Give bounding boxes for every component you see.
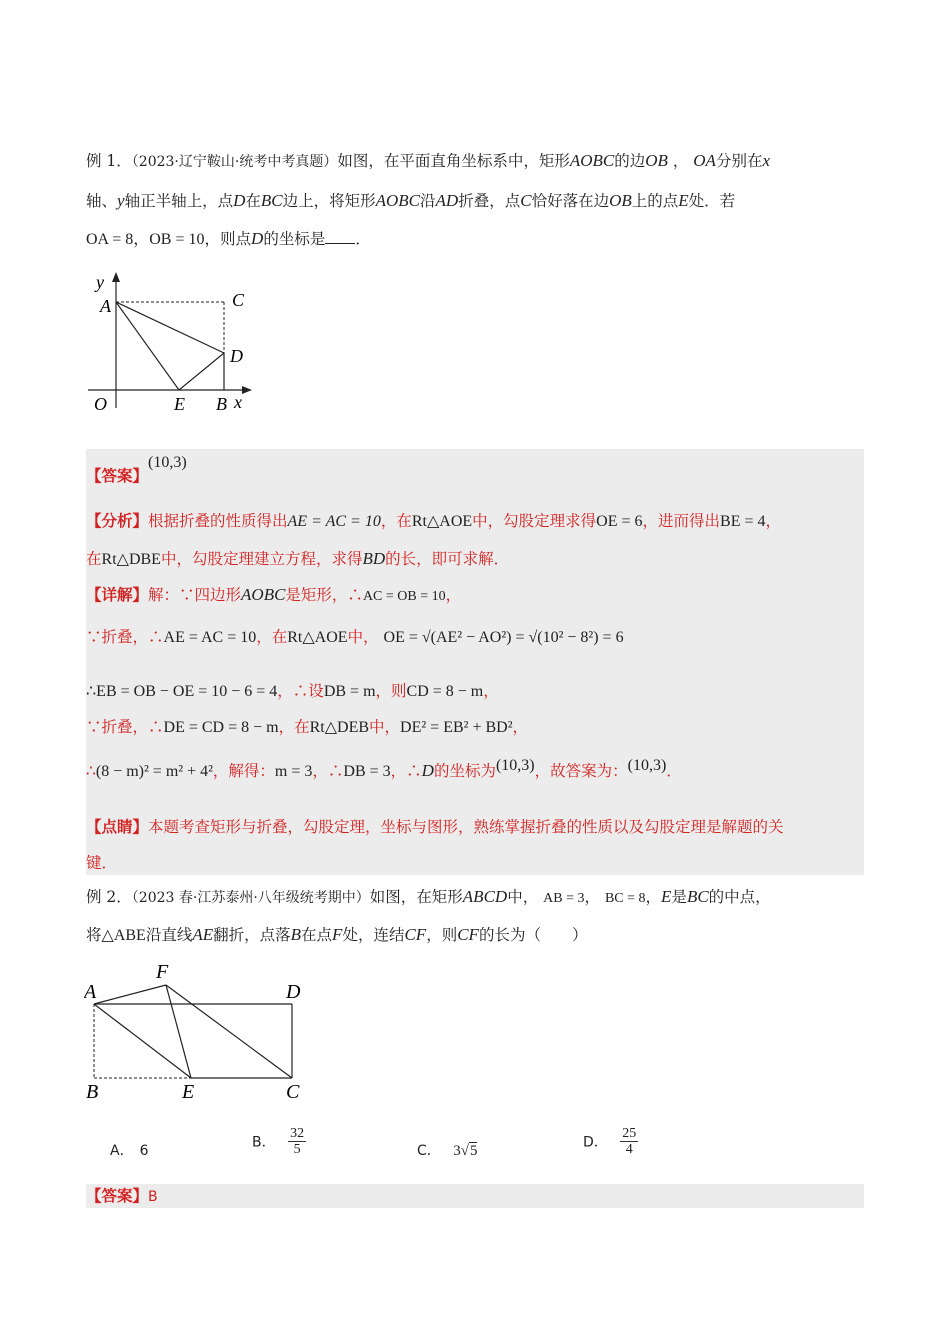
fig1-label-o: O	[94, 394, 107, 414]
ex1-analysis-line-1: 【分析】根据折叠的性质得出AE = AC = 10，在Rt△AOE中，勾股定理求得OE = 6，进而得出BE = 4，	[86, 511, 782, 530]
ex1-detail-line-4: ∵折叠，∴DE = CD = 8 − m，在Rt△DEB中，DE² = EB² + BD²，	[86, 718, 528, 736]
ex1-detail-line-5: ∴(8 − m)² = m² + 4²，解得：m = 3，∴DB = 3，∴D的坐标为(10,3)，故答案为：(10,3)．	[86, 757, 682, 780]
fig2-label-c: C	[286, 1081, 300, 1103]
option-b[interactable]: B． $\frac{32}{5}$	[252, 1126, 305, 1157]
ex1-line-3: OA = 8，OB = 10，则点D的坐标是 ．	[86, 229, 371, 248]
fig2-label-b: B	[86, 1081, 99, 1103]
fig1-label-d: D	[230, 346, 243, 366]
ex1-detail-line-3: ∴EB = OB − OE = 10 − 6 = 4，∴设DB = m，则CD = 8 − m，	[86, 682, 499, 700]
ex1-comment-line-1: 【点睛】本题考查矩形与折叠，勾股定理，坐标与图形，熟练掌握折叠的性质以及勾股定理是解题的关	[86, 817, 784, 836]
option-d[interactable]: D． $\frac{25}{4}$	[583, 1126, 637, 1157]
ex2-line-1: 例 2．（2023 春·江苏泰州·八年级统考期中）如图，在矩形ABCD中， AB = 3， BC = 8，E是BC的中点，	[86, 887, 771, 906]
fig2-label-e: E	[182, 1081, 195, 1103]
ex2-answer-box	[86, 1184, 864, 1208]
answer-blank	[325, 229, 355, 244]
ex1-answer-line: 【答案】(10,3)	[86, 454, 187, 485]
fig1-label-a: A	[100, 296, 111, 316]
fig1-label-b: B	[216, 394, 227, 414]
ex1-comment-line-2: 键．	[86, 854, 118, 872]
ex1-figure	[88, 268, 258, 418]
option-c[interactable]: C． 3√5	[417, 1143, 478, 1159]
fig1-label-x: x	[234, 392, 242, 412]
ex2-line-2: 将△ABE沿直线AE翻折，点落B在点F处，连结CF，则CF的长为（ ）	[86, 925, 588, 944]
ex2-figure	[84, 958, 314, 1108]
ex1-analysis-line-2: 在Rt△DBE中，勾股定理建立方程，求得BD的长，即可求解．	[86, 549, 510, 568]
ex2-answer-line: 【答案】B	[86, 1186, 158, 1205]
ex1-detail-line-2: ∵折叠，∴AE = AC = 10，在Rt△AOE中， OE = √(AE² − AO²) = √(10² − 8²) = 6	[86, 628, 624, 646]
ex1-line-1: 例 1．（2023·辽宁鞍山·统考中考真题）如图，在平面直角坐标系中，矩形AOBC的边OB ， OA分别在x	[86, 151, 771, 170]
fig2-label-a: A	[84, 981, 97, 1003]
ex1-detail-line-1: 【详解】解：∵四边形AOBC是矩形，∴AC = OB = 10，	[86, 585, 462, 604]
fig1-label-e: E	[174, 394, 185, 414]
ex1-line-2: 轴、y轴正半轴上，点D在BC边上，将矩形AOBC沿AD折叠，点C恰好落在边OB上的点E处．若	[86, 191, 736, 210]
fig2-label-d: D	[286, 981, 301, 1003]
option-a[interactable]: A． 6	[110, 1143, 149, 1159]
fig1-label-y: y	[96, 272, 104, 292]
fig2-label-f: F	[156, 961, 169, 983]
fig1-label-c: C	[232, 290, 245, 310]
